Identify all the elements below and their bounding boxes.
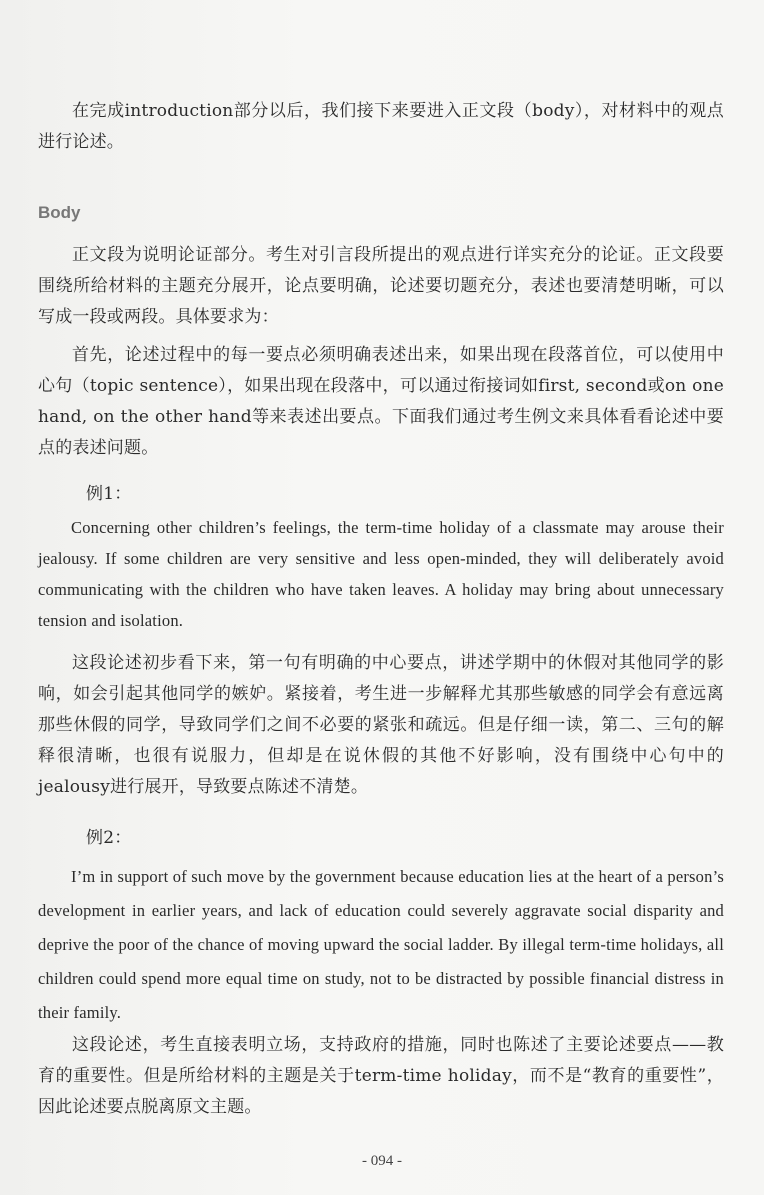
analysis-2-paragraph: 这段论述，考生直接表明立场，支持政府的措施，同时也陈述了主要论述要点——教育的重要性。但是所给材料的主题是关于term-time holiday，而不是“教育的重要性”，因此论述要点脱离原文主题。 [38,1035,724,1117]
example-1-label: 例1： [86,484,132,504]
example-2-label: 例2： [86,828,132,848]
body-paragraph-2: 首先，论述过程中的每一要点必须明确表述出来，如果出现在段落首位，可以使用中心句（topic sentence），如果出现在段落中，可以通过衔接词如first, second或on one hand, on the other hand等来表述出要点。下面我们通过考生例文来具体看看论述中要点的表述问题。 [38,345,724,458]
intro-paragraph: 在完成introduction部分以后，我们接下来要进入正文段（body），对材料中的观点进行论述。 [38,101,724,152]
analysis-1-paragraph: 这段论述初步看下来，第一句有明确的中心要点，讲述学期中的休假对其他同学的影响，如会引起其他同学的嫉妒。紧接着，考生进一步解释尤其那些敏感的同学会有意远离那些休假的同学，导致同学们之间不必要的紧张和疏远。但是仔细一读，第二、三句的解释很清晰，也很有说服力，但却是在说休假的其他不好影响，没有围绕中心句中的jealousy进行展开，导致要点陈述不清楚。 [38,653,724,797]
body-paragraph-1: 正文段为说明论证部分。考生对引言段所提出的观点进行详实充分的论证。正文段要围绕所给材料的主题充分展开，论点要明确，论述要切题充分，表述也要清楚明晰，可以写成一段或两段。具体要求为： [38,245,724,327]
example-2-text: I’m in support of such move by the government because education lies at the heart of a person’s development in earlier years, and lack of education could severely aggravate social disparity and deprive the poor of the chance of moving upward the social ladder. By illegal term-time holidays, all children could spend more equal time on study, not to be distracted by possible financial distress in their family. [38,867,724,1022]
page-number: - 094 - [362,1153,402,1169]
example-1-text: Concerning other children’s feelings, the term-time holiday of a classmate may arouse their jealousy. If some children are very sensitive and less open-minded, they will deliberately avoid communicating with the children who have taken leaves. A holiday may bring about unnecessary tension and isolation. [38,518,724,630]
section-heading-body: Body [38,203,81,222]
